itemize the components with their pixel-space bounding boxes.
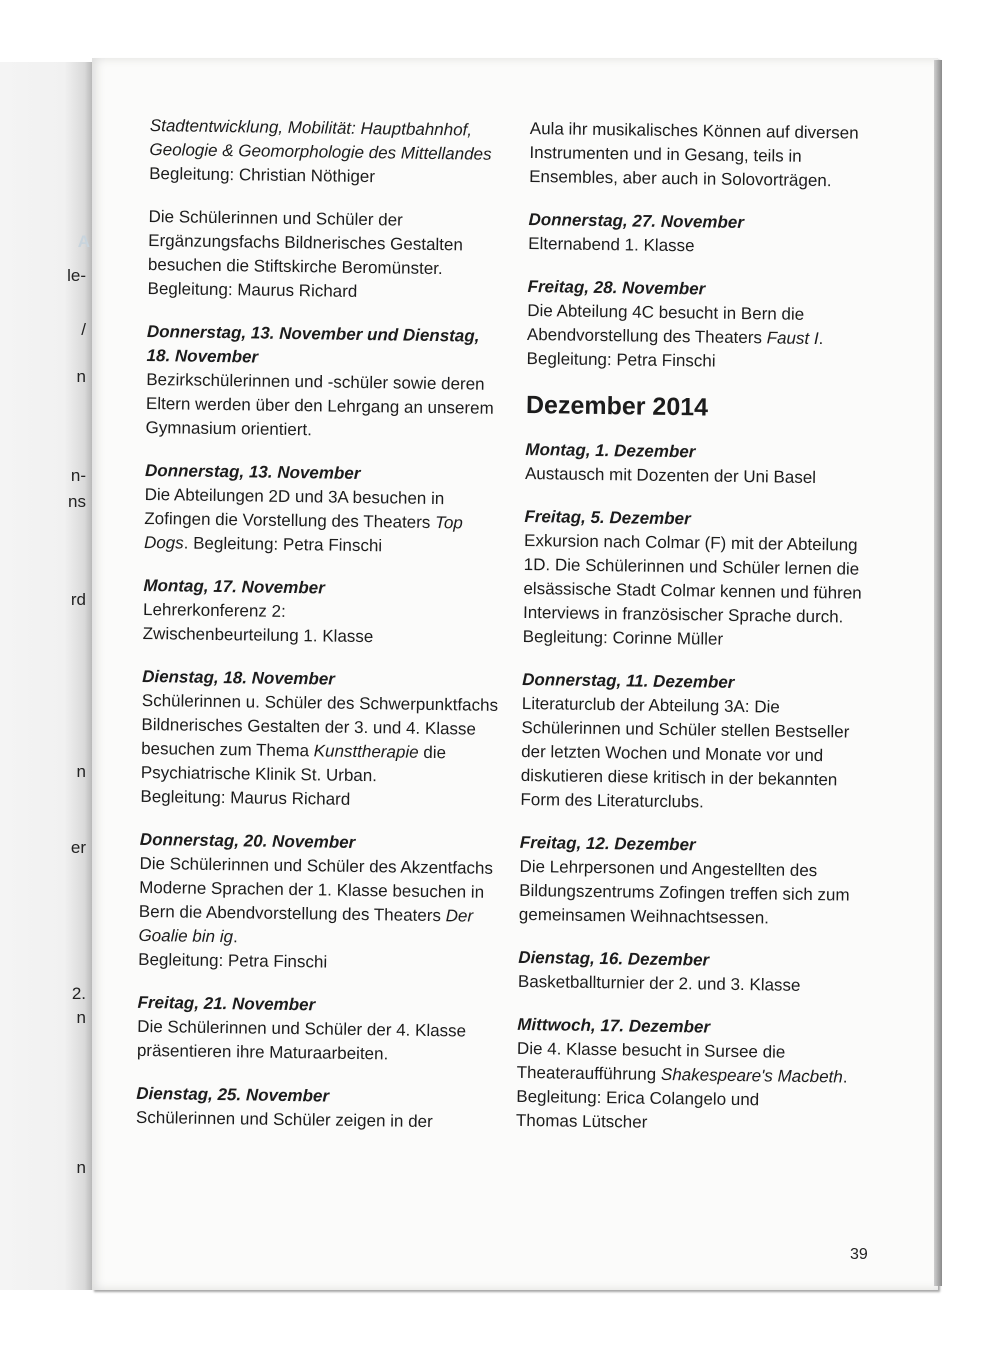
entry-line: Zwischenbeurteilung 1. Klasse [142,623,374,647]
calendar-entry [145,320,507,445]
paragraph-block [147,205,508,306]
entry-italic-title: Kunsttherapie [313,741,419,762]
entry-date: Mittwoch, 17. Dezember [517,1014,711,1037]
entry-text: Die Lehrpersonen und Angestellten des Bildungszentrums Zofingen treffen sich zum gemeinsamen Weihnachtsessen. [518,856,850,928]
left-page-fragment: n [76,367,86,386]
entry-text [138,852,499,953]
calendar-entry [528,208,879,261]
left-column [136,114,510,1154]
continuation-text: Aula ihr musikalisches Können auf diversen Instrumenten und in Gesang, teils in Ensembles, aber auch in Solovorträgen. [529,118,859,191]
entry-text-part: Die Abteilung 4C besucht in Bern die Abendvorstellung des Theaters [526,300,805,348]
entry-text: Schülerinnen und Schüler zeigen in der [135,1107,433,1132]
entry-date: Freitag, 5. Dezember [524,506,691,529]
entry-text: Exkursion nach Colmar (F) mit der Abteilung 1D. Die Schülerinnen und Schüler lernen die elsässische Stadt Colmar kennen und führen Interviews in französischer Sprache durch. [522,530,862,627]
paragraph-guide: Begleitung: Maurus Richard [147,278,358,301]
entry-date: Montag, 17. November [143,575,325,598]
calendar-entry [136,1082,497,1135]
entry-guide: Begleitung: Corinne Müller [522,626,724,649]
calendar-entry [138,828,500,977]
calendar-entry [520,668,872,817]
entry-text [141,689,502,790]
paragraph-text: Die Schülerinnen und Schüler der Ergänzungsfachs Bildnerisches Gestalten besuchen die Stiftskirche Beromünster. [147,206,464,279]
entry-date: Donnerstag, 13. November [144,460,361,483]
entry-date: Freitag, 12. Dezember [519,832,696,855]
entry-guide: Begleitung: Maurus Richard [140,786,351,809]
entry-italic-title: Faust I [766,328,819,349]
entry-text: Bezirkschülerinnen und -schüler sowie deren Eltern werden über den Lehrgang an unserem Gymnasium orientiert. [145,369,494,440]
calendar-entry [523,505,875,654]
entry-date: Dienstag, 18. November [142,666,336,689]
entry-date: Donnerstag, 11. Dezember [522,669,735,692]
month-heading: Dezember 2014 [525,390,709,422]
entry-date: Dienstag, 25. November [136,1083,330,1106]
entry-text-part: . [818,329,824,349]
entry-text-part: Die Abteilungen 2D und 3A besuchen in Zofingen die Vorstellung des Theaters [144,484,445,533]
entry-text: Austausch mit Dozenten der Uni Basel [524,463,817,488]
entry-text: Elternabend 1. Klasse [528,233,695,256]
entry-date: Donnerstag, 20. November [139,829,356,852]
entry-text: Basketballturnier der 2. und 3. Klasse [517,971,801,995]
entry-italic-title: Top Dogs [143,513,463,553]
entry-italic-title: Shakespeare's Macbeth [660,1064,843,1087]
page-edge-shadow [934,60,942,1286]
entry-guide: Begleitung: Erica Colangelo und [516,1086,760,1110]
left-page-fragment: n [76,1008,86,1027]
entry-text-part: . [842,1067,848,1087]
left-page-fragment: n [76,1158,86,1177]
entry-text [144,483,505,560]
calendar-entry [143,574,504,651]
left-page-fragment: n [76,762,86,781]
entry-date: Freitag, 28. November [527,276,706,299]
left-page-fragment: le- [67,266,86,285]
entry-guide: Thomas Lütscher [515,1110,648,1132]
entry-text: Literaturclub der Abteilung 3A: Die Schülerinnen und Schüler stellen Bestseller der letzten Wochen und Monate vor und diskutieren diese kritisch in der bekannten Form des Literaturclubs. [520,693,850,812]
entry-text [516,1037,867,1090]
calendar-entry [519,831,870,932]
entry-date: Montag, 1. Dezember [525,439,696,462]
calendar-entry [144,459,505,560]
left-facing-page [0,62,92,1290]
calendar-entry [140,665,502,814]
entry-date: Donnerstag, 27. November [528,209,745,232]
calendar-entry [525,438,876,491]
entry-date: Freitag, 21. November [137,992,316,1015]
left-page-fragment: / [81,320,86,339]
entry-text [527,299,878,352]
entry-line: Lehrerkonferenz 2: [142,599,286,621]
calendar-entry [526,275,877,376]
left-page-fragment: ns [68,492,86,511]
intro-guide: Begleitung: Christian Nöthiger [149,163,376,187]
entry-date: Dienstag, 16. Dezember [518,947,710,970]
entry-text-part: . [232,927,238,947]
calendar-entry [137,991,498,1068]
left-page-ghost-mark: A [77,232,90,251]
calendar-entry [518,946,869,999]
intro-italic-text: Stadtentwicklung, Mobilität: Hauptbahnhof, Geologie & Geomorphologie des Mittellandes [149,115,492,164]
entry-guide: Begleitung: Petra Finschi [138,949,328,972]
entry-italic-title: Der Goalie bin ig [138,906,474,947]
left-page-fragment: er [70,838,86,857]
entry-text-part: Die 4. Klasse besucht in Sursee die Theateraufführung [516,1038,786,1084]
entry-text-part: die Psychiatrische Klinik St. Urban. [140,742,447,786]
left-page-fragment: rd [70,590,86,609]
left-page-fragment: 2. [71,984,86,1003]
left-page-fragment: n- [70,466,86,485]
right-column [516,117,880,1157]
entry-text: Die Schülerinnen und Schüler der 4. Klasse präsentieren ihre Maturaarbeiten. [136,1016,467,1064]
page-number: 39 [850,1246,868,1263]
entry-date: Donnerstag, 13. November und Dienstag, 18. November [146,321,480,367]
entry-guide: Begleitung: Petra Finschi [526,348,716,371]
intro-block [149,114,510,191]
entry-text-part: Die Schülerinnen und Schüler des Akzentfachs Moderne Sprachen der 1. Klasse besuchen in Bern die Abendvorstellung des Theaters [138,853,494,926]
calendar-entry [516,1013,868,1138]
continuation-block [529,117,880,194]
entry-text-part: . Begleitung: Petra Finschi [183,533,383,556]
entry-text-part: Schülerinnen u. Schüler des Schwerpunktfachs Bildnerisches Gestalten der 3. und 4. Klasse besuchen zum Thema [141,690,499,761]
